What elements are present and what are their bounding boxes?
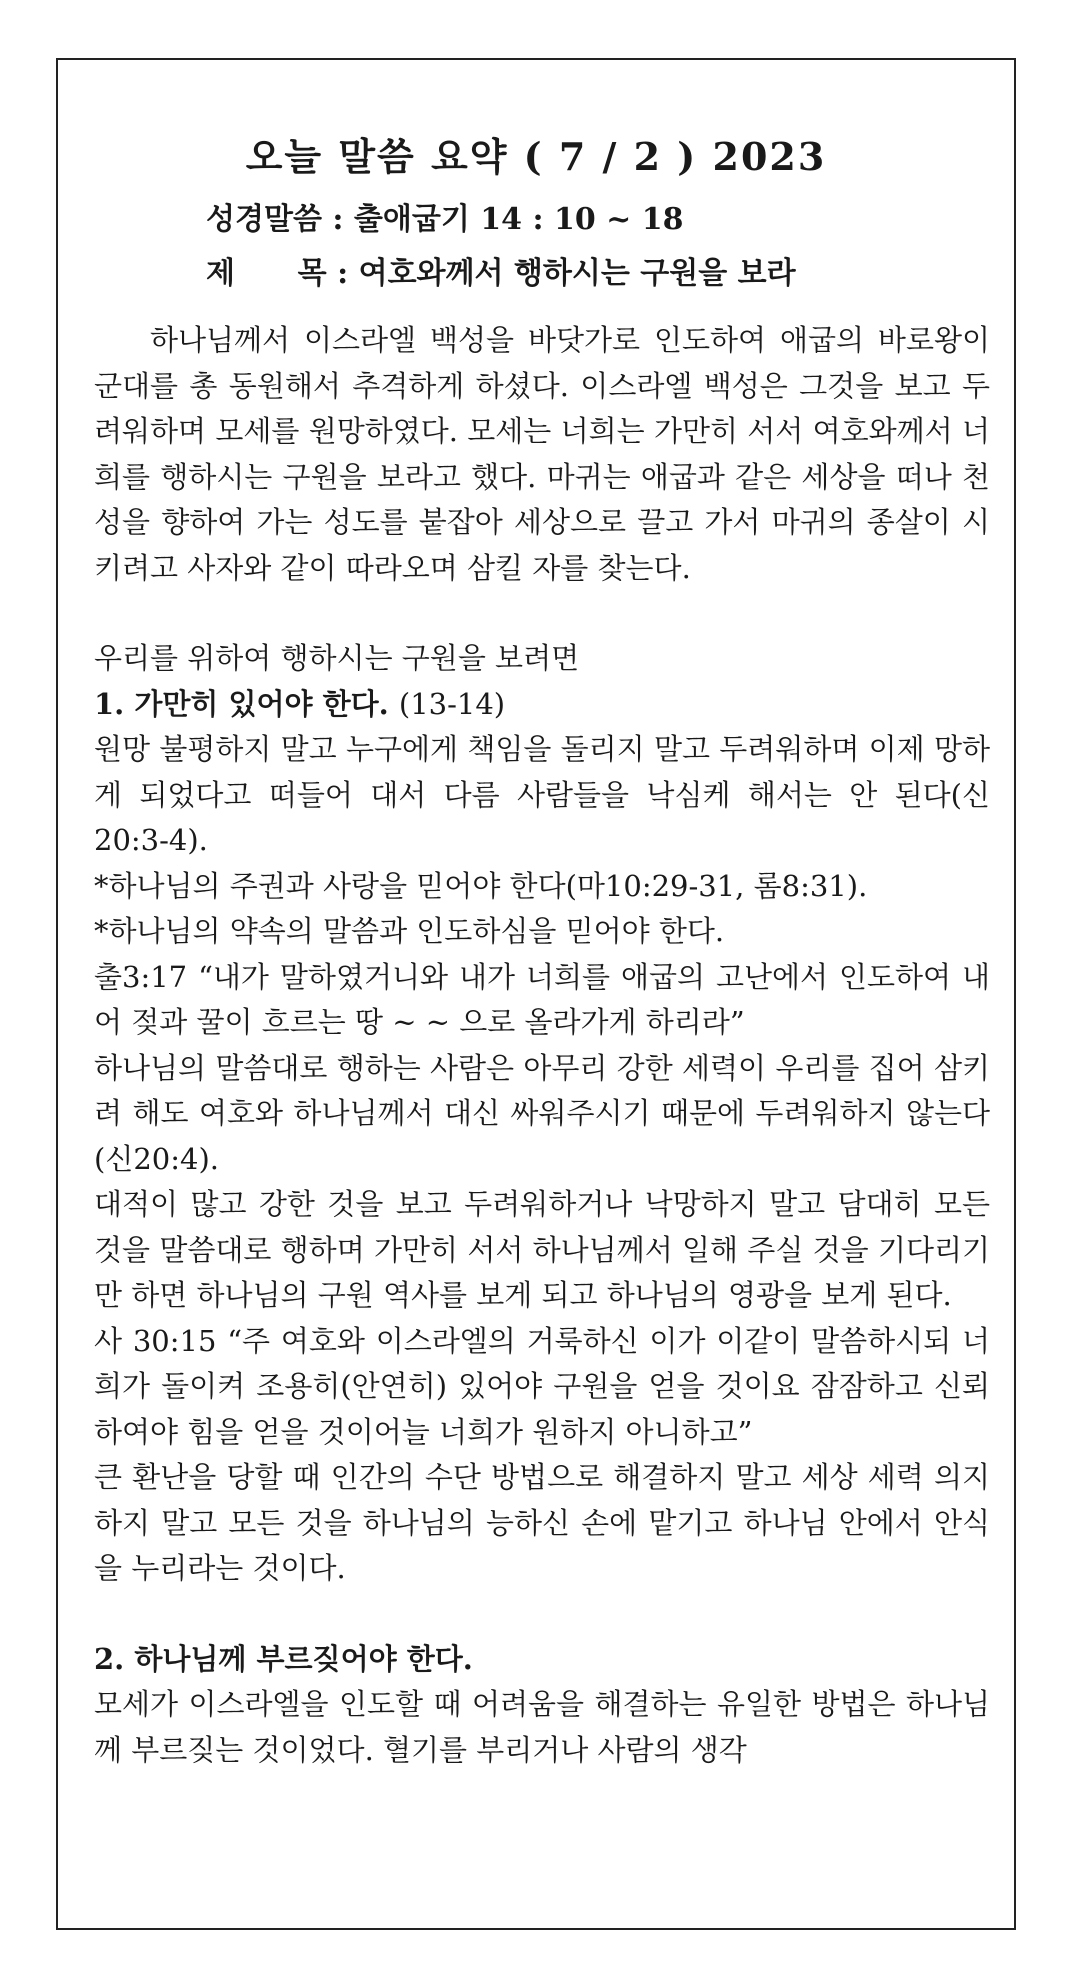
point-1-paragraph: 사 30:15 “주 여호와 이스라엘의 거룩하신 이가 이같이 말씀하시되 너희가 돌이켜 조용히(안연히) 있어야 구원을 얻을 것이요 잠잠하고 신뢰하여야 힘을 얻을 것이어늘 너희가 원하지 아니하고” xyxy=(94,1323,990,1449)
point-2-paragraph: 모세가 이스라엘을 인도할 때 어려움을 해결하는 유일한 방법은 하나님께 부르짖는 것이었다. 혈기를 부리거나 사람의 생각 xyxy=(94,1687,990,1767)
intro-paragraph: 하나님께서 이스라엘 백성을 바닷가로 인도하여 애굽의 바로왕이 군대를 총 동원해서 추격하게 하셨다. 이스라엘 백성은 그것을 보고 두려워하며 모세를 원망하였다. 모세는 너희는 가만히 서서 여호와께서 너희를 행하시는 구원을 보라고 했다. 마귀는 애굽과 같은 세상을 떠나 천성을 향하여 가는 성도를 붙잡아 세상으로 끌고 가서 마귀의 종살이 시키려고 사자와 같이 따라오며 삼킬 자를 찾는다. xyxy=(94,323,990,585)
document-body xyxy=(94,318,990,1773)
point-1-heading-text: 1. 가만히 있어야 한다. xyxy=(94,686,389,721)
point-2-heading: 2. 하나님께 부르짖어야 한다. xyxy=(94,1641,473,1676)
sermon-summary-page xyxy=(56,58,1016,1930)
subject-line: 제 목 : 여호와께서 행하시는 구원을 보라 xyxy=(206,256,796,291)
lead-line: 우리를 위하여 행하시는 구원을 보려면 xyxy=(94,641,580,675)
point-1-paragraph: 하나님의 말씀대로 행하는 사람은 아무리 강한 세력이 우리를 집어 삼키려 해도 여호와 하나님께서 대신 싸워주시기 때문에 두려워하지 않는다(신20:4). xyxy=(94,1050,990,1176)
scripture-line: 성경말씀 : 출애굽기 14 : 10 ~ 18 xyxy=(206,202,684,237)
point-1-paragraph: *하나님의 주권과 사랑을 믿어야 한다(마10:29-31, 롬8:31). xyxy=(94,868,868,903)
point-1-paragraph: *하나님의 약속의 말씀과 인도하심을 믿어야 한다. xyxy=(94,914,725,948)
point-1-paragraph: 큰 환난을 당할 때 인간의 수단 방법으로 해결하지 말고 세상 세력 의지하지 말고 모든 것을 하나님의 능하신 손에 맡기고 하나님 안에서 안식을 누리라는 것이다. xyxy=(94,1460,990,1585)
spacer xyxy=(94,1592,990,1637)
document-title: 오늘 말씀 요약 ( 7 / 2 ) 2023 xyxy=(245,134,827,179)
point-1-paragraph: 대적이 많고 강한 것을 보고 두려워하거나 낙망하지 말고 담대히 모든 것을 말씀대로 행하며 가만히 서서 하나님께서 일해 주실 것을 기다리기만 하면 하나님의 구원 역사를 보게 되고 하나님의 영광을 보게 된다. xyxy=(94,1187,990,1312)
point-1-reference: (13-14) xyxy=(398,686,506,721)
point-1-heading xyxy=(94,682,990,728)
spacer xyxy=(94,591,990,636)
point-1-paragraph: 출3:17 “내가 말하였거니와 내가 너희를 애굽의 고난에서 인도하여 내어 젖과 꿀이 흐르는 땅 ~ ~ 으로 올라가게 하리라” xyxy=(94,959,990,1039)
point-1-paragraph: 원망 불평하지 말고 누구에게 책임을 돌리지 말고 두려워하며 이제 망하게 되었다고 떠들어 대서 다름 사람들을 낙심케 해서는 안 된다(신20:3-4). xyxy=(94,732,990,857)
